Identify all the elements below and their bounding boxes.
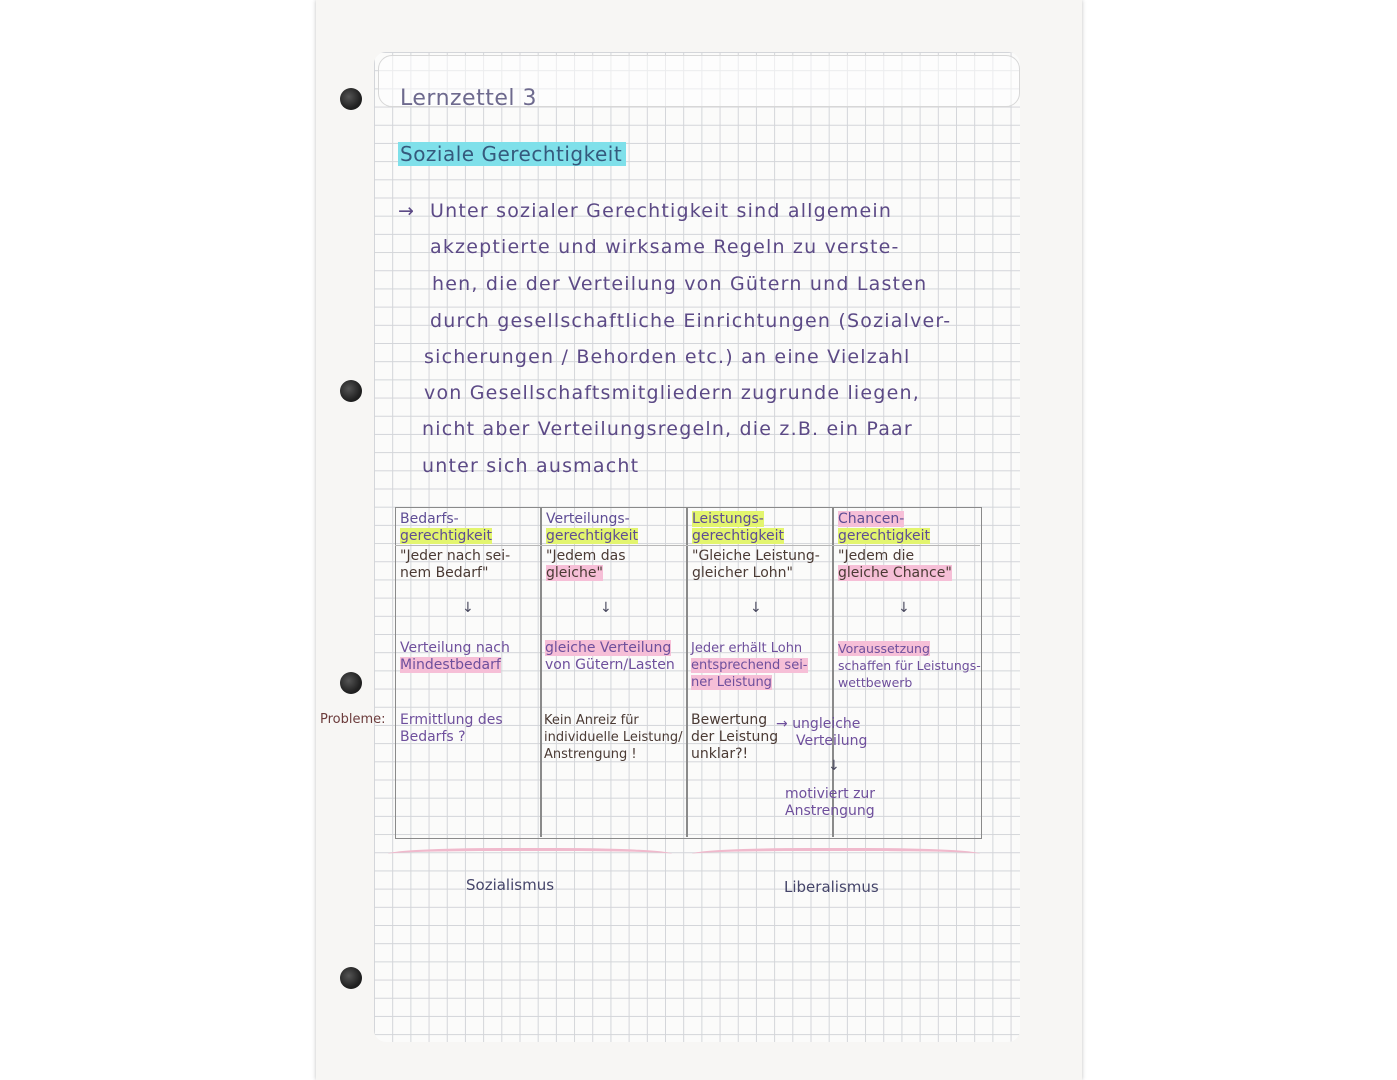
probleme-label: Probleme: [320,712,386,727]
definition-line: Unter sozialer Gerechtigkeit sind allgemein [430,200,893,222]
problem-line: Kein Anreiz für [544,713,639,728]
result-line: ner Leistung [691,675,772,690]
definition-line: von Gesellschaftsmitgliedern zugrunde liegen, [424,382,920,404]
arrow-down-icon: ↓ [828,758,840,774]
column-result [691,640,808,691]
arrow-down-icon: ↓ [750,600,762,616]
arrow-down-icon: ↓ [898,600,910,616]
result-line: Voraussetzung [838,641,930,656]
column-quote [400,548,510,582]
note-line: motiviert zur [785,786,876,802]
column-name-line: gerechtigkeit [546,528,638,544]
column-quote [692,548,820,582]
result-line: Verteilung nach [400,640,510,656]
problem-line: unklar?! [691,746,749,762]
column-result [400,640,510,674]
problem-line: individuelle Leistung/ [544,730,683,745]
definition-line: unter sich ausmacht [422,455,640,477]
column-name [546,511,638,545]
column-name [838,511,930,545]
page-title: Lernzettel 3 [400,86,537,111]
definition-line: durch gesellschaftliche Einrichtungen (Sozialver- [430,310,952,332]
arrow-icon: → [398,200,415,222]
column-quote [838,548,952,582]
motivation-note [785,786,875,820]
column-name-line: gerechtigkeit [400,528,492,544]
note-line: Verteilung [796,733,868,749]
liberalismus-label: Liberalismus [784,878,879,896]
column-name-line: Bedarfs- [400,511,459,527]
punch-hole [340,88,362,110]
problem-line: Bedarfs ? [400,729,466,745]
column-problem [400,712,503,746]
shared-note [776,716,867,750]
column-divider [540,507,542,837]
note-line: ungleiche [792,716,861,732]
column-name-line: Chancen- [838,511,905,527]
row-divider [395,545,980,546]
arrow-right-icon: → [776,716,788,732]
section-heading: Soziale Gerechtigkeit [398,142,626,166]
quote-line: gleicher Lohn" [692,565,793,581]
result-line: wettbewerb [838,675,913,690]
problem-line: Ermittlung des [400,712,503,728]
brace-liberalismus [692,848,980,863]
column-name [692,511,784,545]
column-result [545,640,675,674]
problem-line: Bewertung [691,712,768,728]
result-line: entsprechend sei- [691,658,808,673]
result-line: Jeder erhält Lohn [691,641,803,656]
punch-hole [340,967,362,989]
note-line: Anstrengung [785,803,875,819]
column-name-line: Leistungs- [692,511,764,527]
quote-line: gleiche" [546,565,603,581]
definition-line: sicherungen / Behorden etc.) an eine Vielzahl [424,346,911,368]
result-line: gleiche Verteilung [545,640,672,656]
result-line: Mindestbedarf [400,657,501,673]
arrow-down-icon: ↓ [600,600,612,616]
quote-line: nem Bedarf" [400,565,489,581]
column-name-line: Verteilungs- [546,511,630,527]
punch-hole [340,380,362,402]
definition-line: nicht aber Verteilungsregeln, die z.B. ein Paar [422,418,913,440]
problem-line: Anstrengung ! [544,747,637,762]
quote-line: "Jeder nach sei- [400,548,511,564]
column-problem [691,712,778,763]
definition-line: akzeptierte und wirksame Regeln zu verste- [430,236,900,258]
arrow-down-icon: ↓ [462,600,474,616]
column-divider [686,507,688,837]
column-problem [544,712,682,763]
column-result [838,640,981,691]
column-name-line: gerechtigkeit [838,528,930,544]
result-line: schaffen für Leistungs- [838,658,981,673]
quote-line: "Jedem die [838,548,915,564]
problem-line: der Leistung [691,729,779,745]
punch-hole [340,672,362,694]
result-line: von Gütern/Lasten [545,657,675,673]
quote-line: "Gleiche Leistung- [692,548,820,564]
quote-line: "Jedem das [546,548,626,564]
sozialismus-label: Sozialismus [466,876,555,894]
column-name [400,511,492,545]
brace-sozialismus [388,848,672,863]
column-quote [546,548,626,582]
definition-line: hen, die der Verteilung von Gütern und Lasten [432,273,928,295]
quote-line: gleiche Chance" [838,565,952,581]
column-name-line: gerechtigkeit [692,528,784,544]
